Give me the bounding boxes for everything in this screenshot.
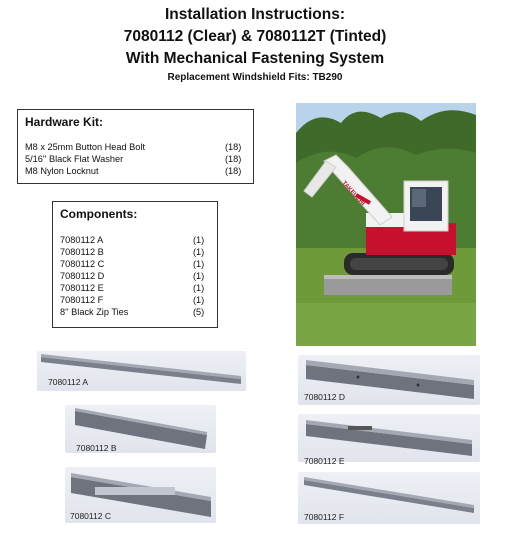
component-item-name: 7080112 F [60,295,104,305]
fits-subtitle: Replacement Windshield Fits: TB290 [167,72,343,83]
hardware-item-name: 5/16'' Black Flat Washer [25,154,124,164]
component-item [60,235,205,245]
hardware-item-qty: (18) [225,142,242,152]
cab-brand-text: TAKEUCHI [340,180,366,208]
part-e-label: 7080112 E [304,456,345,466]
component-item-qty: (1) [193,247,205,257]
components-title: Components: [60,207,138,221]
excavator-illustration [296,103,476,346]
component-item-name: 8'' Black Zip Ties [60,307,129,317]
title-line-3: With Mechanical Fastening System [125,50,385,67]
part-a-label: 7080112 A [48,377,89,387]
excavator-photo [296,103,476,346]
component-item-qty: (5) [193,307,205,317]
hardware-item-name: M8 Nylon Locknut [25,166,99,176]
hardware-item [25,166,242,176]
part-d-label: 7080112 D [304,392,345,402]
component-item [60,307,205,317]
component-item [60,247,205,257]
component-item-qty: (1) [193,259,205,269]
component-item-qty: (1) [193,235,205,245]
hardware-kit-title: Hardware Kit: [25,115,104,129]
component-item-qty: (1) [193,283,205,293]
component-item [60,283,205,293]
hardware-item [25,142,242,152]
title-line-1: Installation Instructions: [165,6,345,23]
component-item-name: 7080112 A [60,235,104,245]
part-c-label: 7080112 C [70,511,111,521]
part-b-label: 7080112 B [76,443,117,453]
component-item-name: 7080112 D [60,271,105,281]
component-item-qty: (1) [193,295,205,305]
part-e-render [298,414,480,462]
hardware-kit-box [17,109,254,184]
component-item [60,259,205,269]
component-item-name: 7080112 C [60,259,105,269]
component-item [60,271,205,281]
component-item-name: 7080112 E [60,283,104,293]
components-box [52,201,218,328]
title-line-2: 7080112 (Clear) & 7080112T (Tinted) [123,28,387,45]
component-item-qty: (1) [193,271,205,281]
hardware-item [25,154,242,164]
part-e-icon [298,414,480,462]
component-item [60,295,205,305]
hardware-item-name: M8 x 25mm Button Head Bolt [25,142,146,152]
component-item-name: 7080112 B [60,247,104,257]
part-f-label: 7080112 F [304,512,345,522]
hardware-item-qty: (18) [225,166,242,176]
hardware-item-qty: (18) [225,154,242,164]
